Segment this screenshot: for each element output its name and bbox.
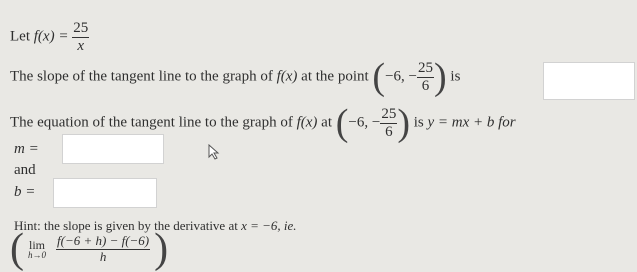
q1-is: is (450, 68, 461, 85)
difference-quotient: $\frac{f(-6 + h) - f(-6)}{h}$ (57, 233, 150, 264)
q2-at: at (321, 114, 332, 131)
hint-text: Hint: the slope is given by the derivative at (14, 218, 238, 233)
hint-ie: ie. (283, 218, 297, 233)
q2-for: for (498, 114, 516, 131)
m-answer-input[interactable] (62, 134, 164, 164)
m-label: m = (14, 141, 39, 157)
definition (10, 20, 89, 54)
function-lhs: f(x) = (33, 28, 69, 45)
slope-answer-input[interactable] (543, 62, 635, 100)
hint-x-value: x = −6, (241, 218, 281, 233)
limit-operator: lim h→0 (28, 237, 46, 260)
mouse-cursor-icon (208, 144, 220, 165)
function-numerator: 25 (73, 20, 89, 36)
q1-fx: f(x) (276, 68, 298, 85)
hint-limit-expression: ( lim h→0 $\frac{f(-6 + h) - f(-6)}{h}$ ) (10, 226, 169, 272)
question-tangent-equation: The equation of the tangent line to the graph of f(x) at (−6, − $\frac{25}{6}$ ) is y = mx + b for (10, 102, 516, 144)
function-denominator: x (77, 37, 85, 54)
let-label: Let (10, 28, 30, 45)
tangent-equation-form: y = mx + b (427, 114, 495, 131)
q1-point-fraction: $\frac{25}{6}$ (418, 60, 433, 94)
b-answer-input[interactable] (53, 178, 157, 208)
q2-point-x: −6, − (348, 114, 381, 131)
q1-lead-text: The slope of the tangent line to the graph of (10, 68, 273, 85)
q2-lead-text: The equation of the tangent line to the graph of (10, 114, 293, 131)
question-slope: The slope of the tangent line to the graph of f(x) at the point (−6, − $\frac{25}{6}$ ) is (10, 56, 461, 98)
q2-fx: f(x) (296, 114, 318, 131)
q1-at-point: at the point (301, 68, 369, 85)
q2-point-fraction: $\frac{25}{6}$ (381, 106, 397, 140)
q1-point-x: −6, − (385, 68, 417, 85)
and-label: and (14, 162, 36, 178)
function-fraction (72, 20, 89, 54)
q2-is: is (413, 114, 424, 131)
b-label: b = (14, 184, 36, 200)
